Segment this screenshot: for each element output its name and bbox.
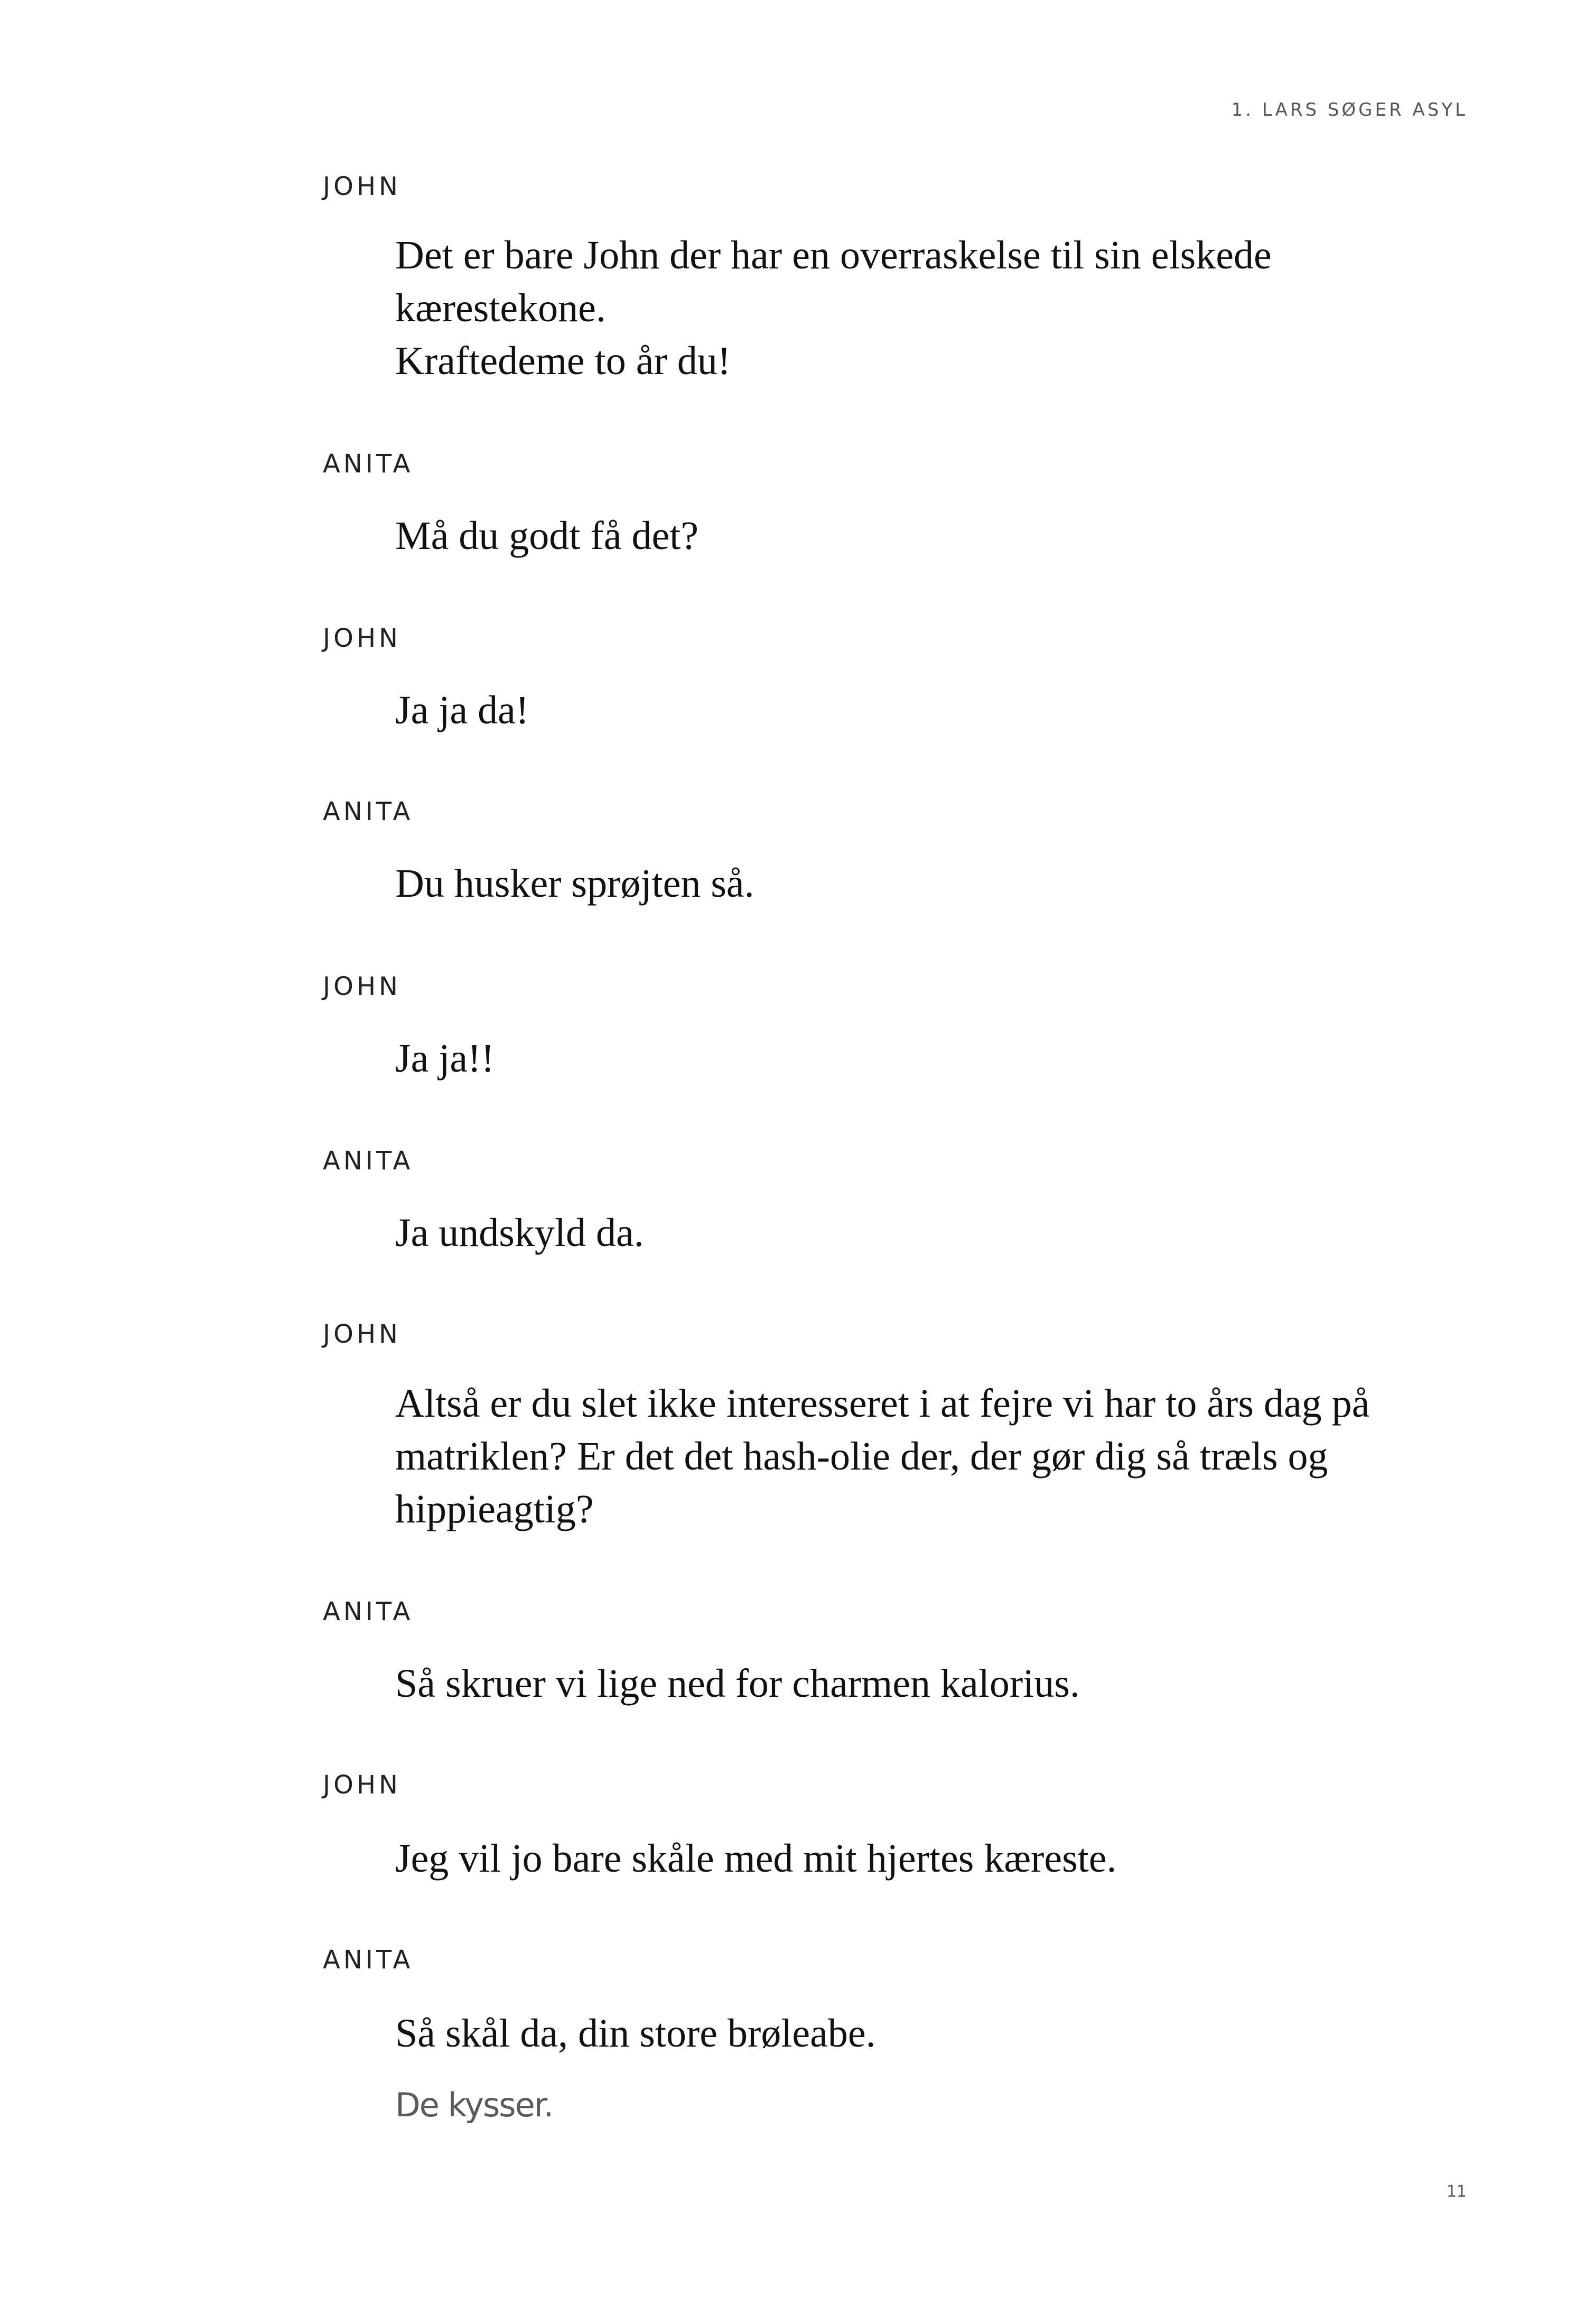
speaker-name: JOHN — [323, 172, 401, 201]
running-header: 1. LARS SØGER ASYL — [1231, 99, 1468, 120]
dialogue-line: Ja undskyld da. — [395, 1211, 644, 1255]
speaker-name: ANITA — [323, 797, 414, 826]
dialogue-line: Så skruer vi lige ned for charmen kalorius. — [395, 1661, 1080, 1706]
dialogue-line: Ja ja!! — [395, 1036, 495, 1081]
dialogue-line: Så skål da, din store brøleabe. — [395, 2011, 876, 2056]
dialogue-line: matriklen? Er det det hash-olie der, der gør dig så træls og — [395, 1434, 1328, 1479]
dialogue-line: hippieagtig? — [395, 1487, 594, 1531]
page-number: 11 — [1446, 2182, 1467, 2201]
speaker-name: ANITA — [323, 449, 414, 479]
dialogue-line: Det er bare John der har en overraskelse til sin elskede — [395, 233, 1272, 277]
speaker-name: JOHN — [323, 1319, 401, 1349]
speaker-name: ANITA — [323, 1146, 414, 1176]
dialogue-line: Altså er du slet ikke interesseret i at fejre vi har to års dag på — [395, 1381, 1370, 1426]
speaker-name: ANITA — [323, 1945, 414, 1975]
speaker-name: JOHN — [323, 1770, 401, 1800]
speaker-name: ANITA — [323, 1597, 414, 1626]
dialogue-line: Kraftedeme to år du! — [395, 339, 731, 383]
stage-direction: De kysser. — [395, 2086, 553, 2124]
dialogue-line: Du husker sprøjten så. — [395, 861, 754, 906]
dialogue-line: kærestekone. — [395, 286, 606, 330]
dialogue-line: Jeg vil jo bare skåle med mit hjertes kæreste. — [395, 1836, 1117, 1881]
dialogue-line: Ja ja da! — [395, 688, 529, 732]
speaker-name: JOHN — [323, 624, 401, 653]
dialogue-line: Må du godt få det? — [395, 514, 699, 558]
speaker-name: JOHN — [323, 972, 401, 1001]
